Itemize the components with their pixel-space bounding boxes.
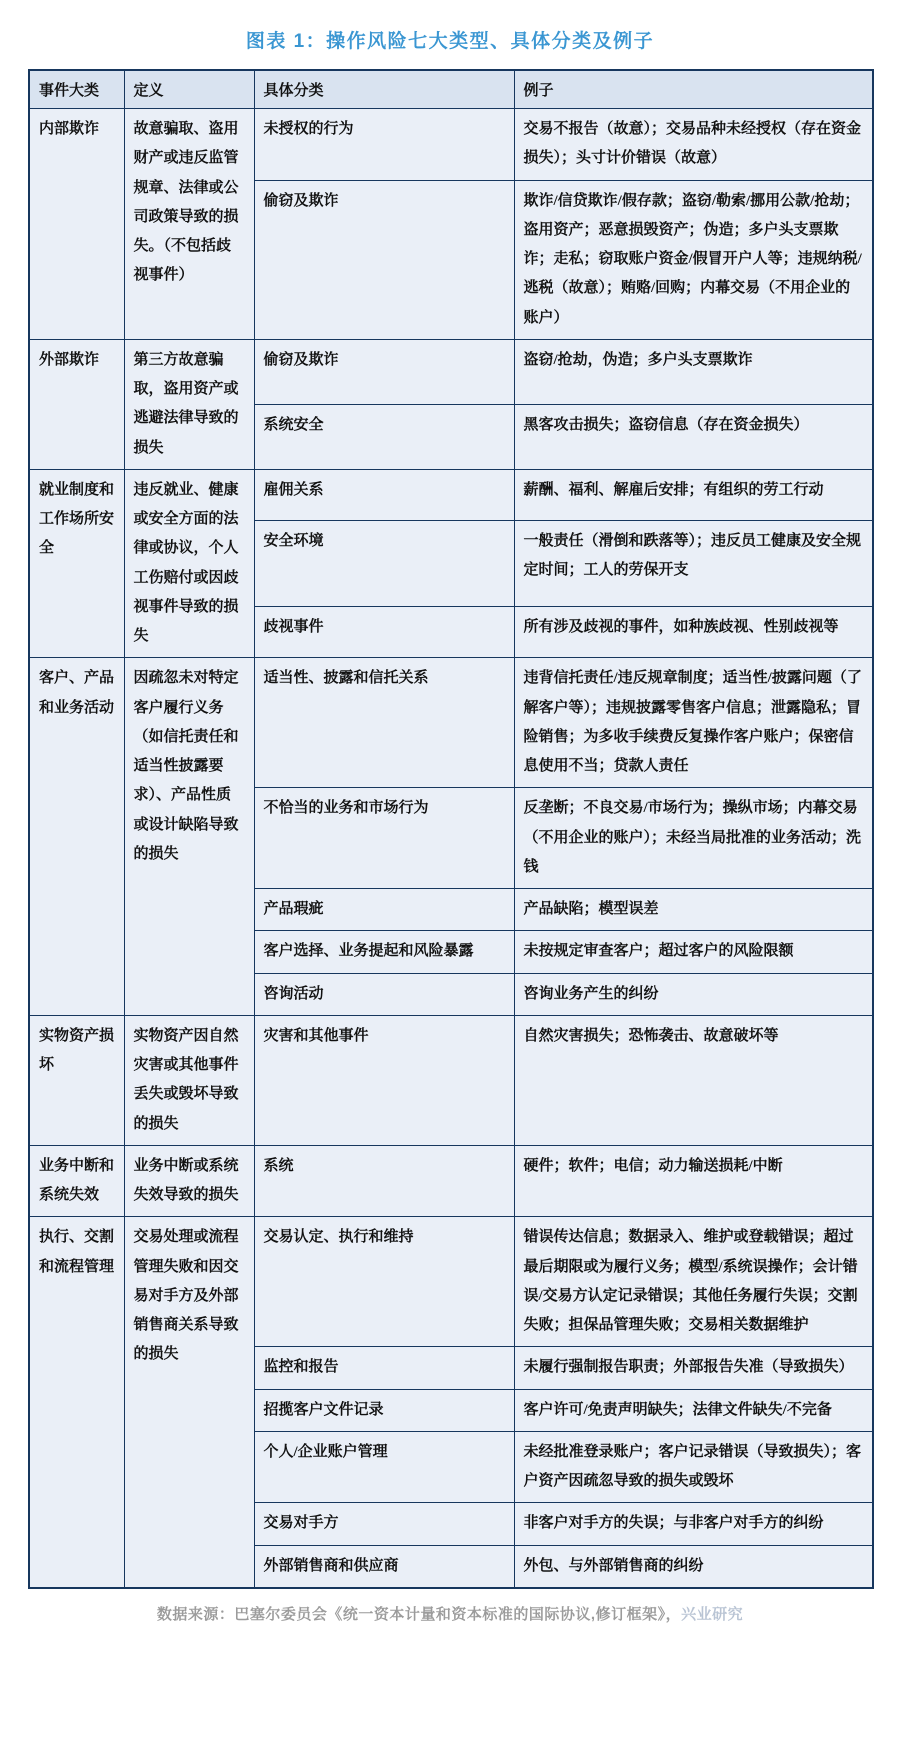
definition-cell: 业务中断或系统失效导致的损失 — [124, 1145, 254, 1217]
data-source — [28, 1603, 872, 1624]
table-header-row — [29, 70, 873, 109]
examples-cell: 交易不报告（故意）；交易品种未经授权（存在资金损失）；头寸计价错误（故意） — [514, 109, 873, 181]
classification-cell: 产品瑕疵 — [254, 889, 514, 931]
examples-cell: 咨询业务产生的纠纷 — [514, 973, 873, 1015]
examples-cell: 黑客攻击损失；盗窃信息（存在资金损失） — [514, 404, 873, 469]
classification-cell: 招揽客户文件记录 — [254, 1389, 514, 1431]
examples-cell: 错误传达信息；数据录入、维护或登载错误；超过最后期限或为履行义务；模型/系统误操作；会计错误/交易方认定记录错误；其他任务履行失误；交割失败；担保品管理失败；交易相关数据维护 — [514, 1217, 873, 1347]
category-cell: 就业制度和工作场所安全 — [29, 469, 124, 658]
table-row — [29, 1217, 873, 1347]
table-row — [29, 469, 873, 520]
classification-cell: 歧视事件 — [254, 607, 514, 658]
classification-cell: 不恰当的业务和市场行为 — [254, 788, 514, 889]
operational-risk-table — [28, 69, 874, 1589]
examples-cell: 硬件；软件；电信；动力输送损耗/中断 — [514, 1145, 873, 1217]
classification-cell: 偷窃及欺诈 — [254, 180, 514, 339]
classification-cell: 安全环境 — [254, 520, 514, 606]
definition-cell: 第三方故意骗取，盗用资产或逃避法律导致的损失 — [124, 339, 254, 469]
col-header-classification: 具体分类 — [254, 70, 514, 109]
classification-cell: 个人/企业账户管理 — [254, 1431, 514, 1503]
definition-cell: 违反就业、健康或安全方面的法律或协议，个人工伤赔付或因歧视事件导致的损失 — [124, 469, 254, 658]
table-row — [29, 658, 873, 788]
definition-cell: 因疏忽未对特定客户履行义务（如信托责任和适当性披露要求）、产品性质或设计缺陷导致的损失 — [124, 658, 254, 1016]
classification-cell: 咨询活动 — [254, 973, 514, 1015]
examples-cell: 外包、与外部销售商的纠纷 — [514, 1545, 873, 1588]
classification-cell: 交易认定、执行和维持 — [254, 1217, 514, 1347]
classification-cell: 交易对手方 — [254, 1503, 514, 1545]
col-header-category: 事件大类 — [29, 70, 124, 109]
examples-cell: 欺诈/信贷欺诈/假存款；盗窃/勒索/挪用公款/抢劫；盗用资产；恶意损毁资产；伪造；多户头支票欺诈；走私；窃取账户资金/假冒开户人等；违规纳税/逃税（故意）；贿赂/回购；内幕交易（不用企业的账户） — [514, 180, 873, 339]
examples-cell: 未履行强制报告职责；外部报告失准（导致损失） — [514, 1347, 873, 1389]
examples-cell: 自然灾害损失；恐怖袭击、故意破坏等 — [514, 1015, 873, 1145]
examples-cell: 所有涉及歧视的事件，如种族歧视、性别歧视等 — [514, 607, 873, 658]
classification-cell: 未授权的行为 — [254, 109, 514, 181]
table-row — [29, 109, 873, 181]
definition-cell: 故意骗取、盗用财产或违反监管规章、法律或公司政策导致的损失。（不包括歧视事件） — [124, 109, 254, 340]
examples-cell: 未经批准登录账户；客户记录错误（导致损失）；客户资产因疏忽导致的损失或毁坏 — [514, 1431, 873, 1503]
col-header-examples: 例子 — [514, 70, 873, 109]
data-source-brand: 兴业研究 — [681, 1605, 744, 1623]
data-source-text: 数据来源：巴塞尔委员会《统一资本计量和资本标准的国际协议,修订框架》， — [156, 1605, 682, 1623]
examples-cell: 反垄断；不良交易/市场行为；操纵市场；内幕交易（不用企业的账户）；未经当局批准的业务活动；洗钱 — [514, 788, 873, 889]
examples-cell: 未按规定审查客户；超过客户的风险限额 — [514, 931, 873, 973]
classification-cell: 偷窃及欺诈 — [254, 339, 514, 404]
examples-cell: 产品缺陷；模型误差 — [514, 889, 873, 931]
table-row — [29, 1145, 873, 1217]
examples-cell: 客户许可/免责声明缺失；法律文件缺失/不完备 — [514, 1389, 873, 1431]
classification-cell: 系统 — [254, 1145, 514, 1217]
classification-cell: 灾害和其他事件 — [254, 1015, 514, 1145]
classification-cell: 雇佣关系 — [254, 469, 514, 520]
examples-cell: 非客户对手方的失误；与非客户对手方的纠纷 — [514, 1503, 873, 1545]
category-cell: 执行、交割和流程管理 — [29, 1217, 124, 1588]
col-header-definition: 定义 — [124, 70, 254, 109]
classification-cell: 适当性、披露和信托关系 — [254, 658, 514, 788]
classification-cell: 客户选择、业务提起和风险暴露 — [254, 931, 514, 973]
classification-cell: 系统安全 — [254, 404, 514, 469]
classification-cell: 外部销售商和供应商 — [254, 1545, 514, 1588]
category-cell: 外部欺诈 — [29, 339, 124, 469]
category-cell: 业务中断和系统失效 — [29, 1145, 124, 1217]
definition-cell: 交易处理或流程管理失败和因交易对手方及外部销售商关系导致的损失 — [124, 1217, 254, 1588]
table-row — [29, 339, 873, 404]
examples-cell: 违背信托责任/违反规章制度；适当性/披露问题（了解客户等）；违规披露零售客户信息；泄露隐私；冒险销售；为多收手续费反复操作客户账户；保密信息使用不当；贷款人责任 — [514, 658, 873, 788]
category-cell: 客户、产品和业务活动 — [29, 658, 124, 1016]
examples-cell: 盗窃/抢劫，伪造；多户头支票欺诈 — [514, 339, 873, 404]
examples-cell: 一般责任（滑倒和跌落等）；违反员工健康及安全规定时间；工人的劳保开支 — [514, 520, 873, 606]
figure-title: 图表 1：操作风险七大类型、具体分类及例子 — [245, 31, 655, 52]
definition-cell: 实物资产因自然灾害或其他事件丢失或毁坏导致的损失 — [124, 1015, 254, 1145]
category-cell: 内部欺诈 — [29, 109, 124, 340]
examples-cell: 薪酬、福利、解雇后安排；有组织的劳工行动 — [514, 469, 873, 520]
table-row — [29, 1015, 873, 1145]
classification-cell: 监控和报告 — [254, 1347, 514, 1389]
category-cell: 实物资产损坏 — [29, 1015, 124, 1145]
